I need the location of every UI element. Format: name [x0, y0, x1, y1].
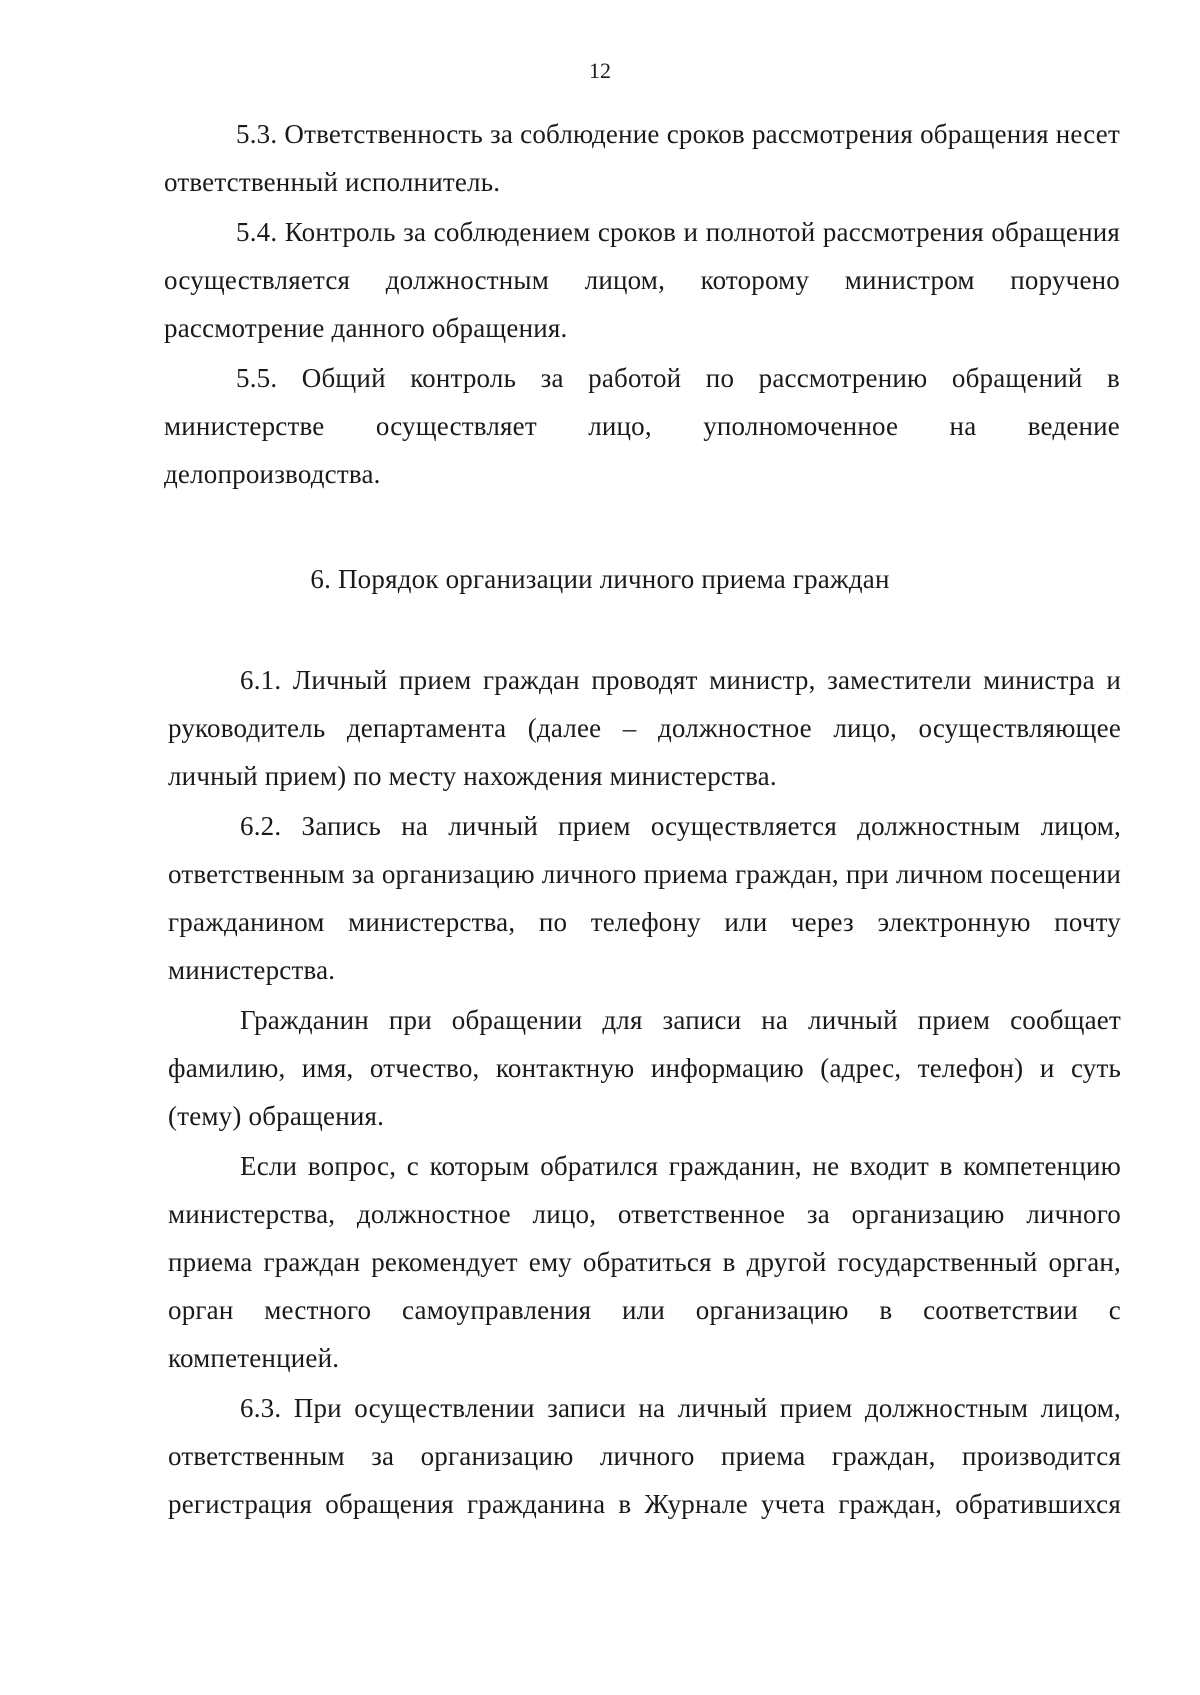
paragraph-5-4: 5.4. Контроль за соблюдением сроков и полнотой рассмотрения обращения осуществляется должностным лицом, которому министром поручено рассмотрение данного обращения.: [164, 217, 1120, 343]
paragraph-6-1: 6.1. Личный прием граждан проводят министр, заместители министра и руководитель департамента (далее – должностное лицо, осуществляющее личный прием) по месту нахождения министерства.: [168, 665, 1121, 791]
paragraph-6-2-continued: Гражданин при обращении для записи на личный прием сообщает фамилию, имя, отчество, контактную информацию (адрес, телефон) и суть (тему) обращения.: [168, 1005, 1121, 1131]
paragraph-6-2-note: Если вопрос, с которым обратился гражданин, не входит в компетенцию министерства, должностное лицо, ответственное за организацию личного приема граждан рекомендует ему обратиться в другой государственный орган, орган местного самоуправления или организацию в соответствии с компетенцией.: [168, 1151, 1121, 1373]
paragraph-5-5: 5.5. Общий контроль за работой по рассмотрению обращений в министерстве осуществляет лицо, уполномоченное на ведение делопроизводства.: [164, 363, 1120, 489]
paragraph-6-3: 6.3. При осуществлении записи на личный прием должностным лицом, ответственным за организацию личного приема граждан, производится регистрация обращения гражданина в Журнале учета граждан, обратившихся: [168, 1393, 1121, 1519]
section-5-body: [164, 110, 1120, 498]
section-6-heading: 6. Порядок организации личного приема граждан: [310, 564, 890, 594]
paragraph-6-2: 6.2. Запись на личный прием осуществляется должностным лицом, ответственным за организацию личного приема граждан, при личном посещении гражданином министерства, по телефону или через электронную почту министерства.: [168, 811, 1121, 985]
section-6-body: [168, 656, 1121, 1528]
page-number: 12: [589, 58, 611, 83]
paragraph-5-3: 5.3. Ответственность за соблюдение сроков рассмотрения обращения несет ответственный исполнитель.: [164, 119, 1120, 197]
